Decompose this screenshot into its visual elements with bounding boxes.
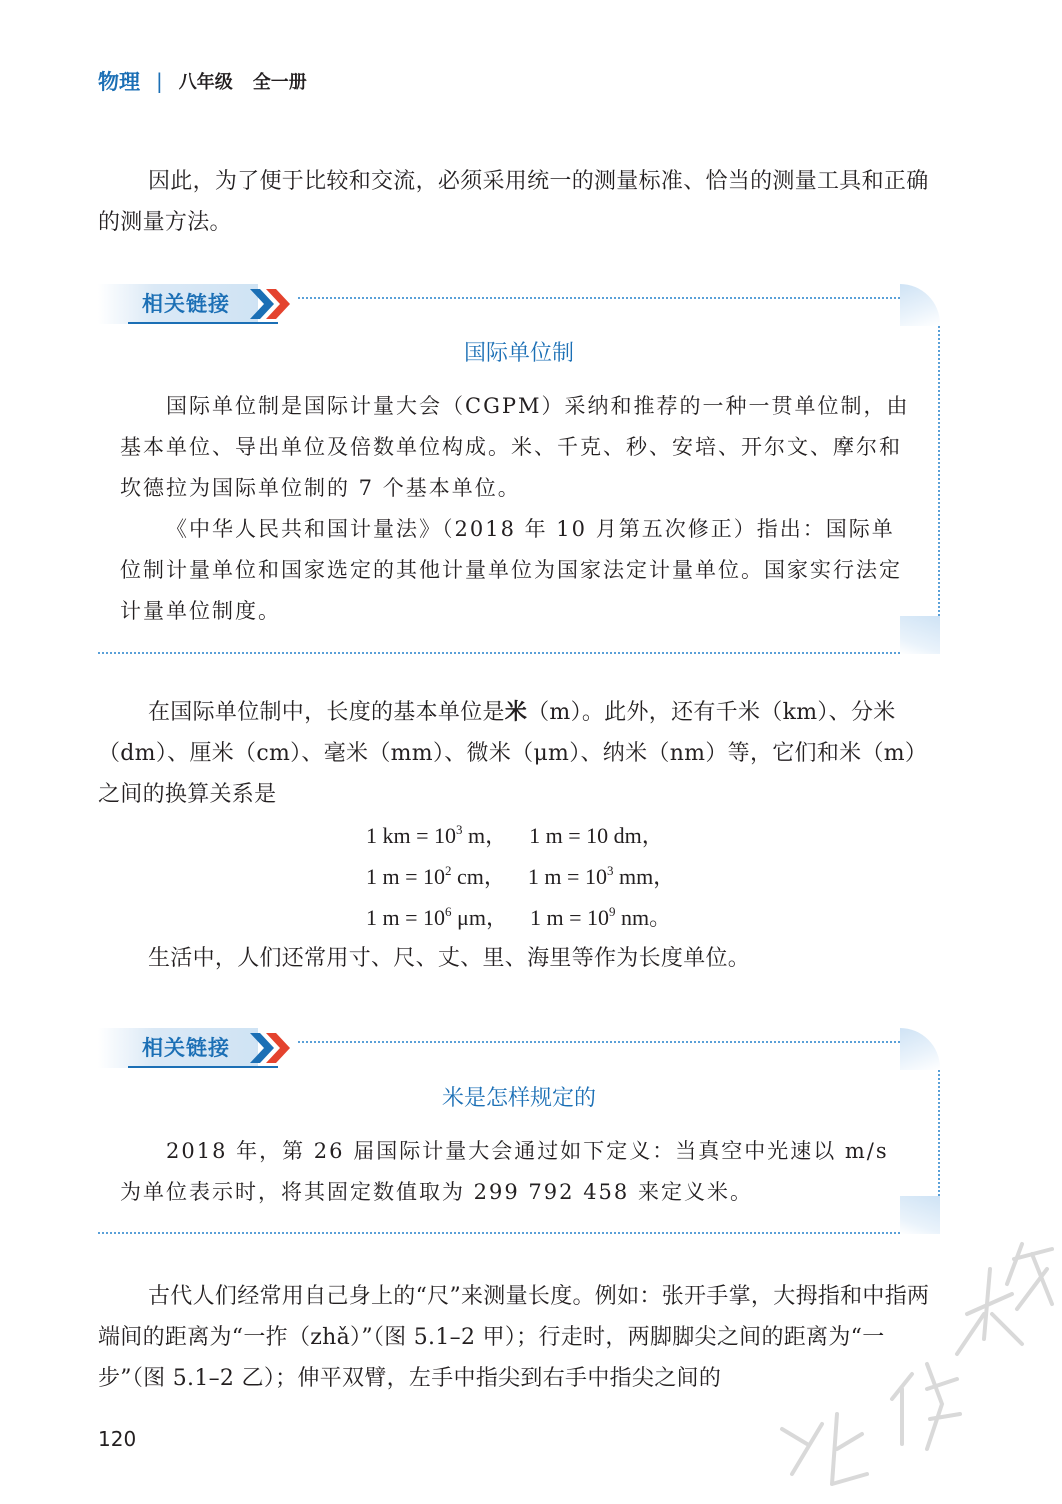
formula-text: 1 m = 10	[366, 905, 446, 930]
double-chevron-icon	[250, 287, 296, 321]
paragraph-intro	[98, 161, 940, 243]
formula-text: 1 m = 10	[366, 864, 446, 889]
box-title: 国际单位制	[463, 341, 574, 366]
paragraph-text: 古代人们经常用自己身上的“尺”来测量长度。例如：张开手掌，大拇指和中指两端间的距离为“一拃（zhǎ）”（图 5.1–2 甲）；行走时，两脚脚尖之间的距离为“一步”（图 5.1–2 乙）；伸平双臂，左手中指尖到右手中指尖之间的	[98, 1284, 930, 1391]
formula-exponent: 2	[445, 863, 452, 878]
related-link-tag	[98, 284, 288, 324]
formula-text: 1 m = 10	[527, 864, 607, 889]
publisher-watermark	[752, 1174, 1062, 1504]
box-paragraph-text: 国际单位制是国际计量大会（CGPM）采纳和推荐的一种一贯单位制，由基本单位、导出单位及倍数单位构成。米、千克、秒、安培、开尔文、摩尔和坎德拉为国际单位制的 7 个基本单位。	[120, 394, 910, 500]
box-title: 米是怎样规定的	[441, 1086, 596, 1111]
header-grade: 八年级	[178, 72, 233, 93]
formula-exponent: 3	[606, 863, 614, 878]
running-header	[98, 64, 307, 98]
formula-line	[366, 815, 664, 856]
page-number: 120	[98, 1427, 137, 1451]
box-paragraph	[120, 386, 914, 509]
paragraph-text: 在国际单位制中，长度的基本单位是	[148, 700, 505, 725]
tag-label: 相关链接	[142, 292, 230, 316]
header-separator: |	[156, 69, 163, 93]
formula-exponent: 9	[608, 904, 616, 919]
formula-text: 1 m = 10	[529, 905, 609, 930]
box-bottom-border	[98, 652, 900, 654]
formula-line	[366, 897, 671, 938]
header-volume: 全一册	[252, 72, 307, 93]
paragraph-intro-text: 因此，为了便于比较和交流，必须采用统一的测量标准、恰当的测量工具和正确的测量方法。	[98, 169, 929, 235]
box-corner-decoration	[900, 284, 940, 326]
formula-text: m，	[462, 823, 508, 848]
formula-line	[366, 856, 675, 897]
paragraph-text: 生活中，人们还常用寸、尺、丈、里、海里等作为长度单位。	[148, 946, 751, 971]
header-subject: 物理	[98, 70, 140, 94]
related-link-box-si	[98, 284, 940, 654]
box-paragraph-text: 《中华人民共和国计量法》（2018 年 10 月第五次修正）指出：国际单位制计量单位和国家选定的其他计量单位为国家法定计量单位。国家实行法定计量单位制度。	[120, 517, 902, 623]
box-paragraph-text: 2018 年，第 26 届国际计量大会通过如下定义：当真空中光速以 m/s 为单位表示时，将其固定数值取为 299 792 458 来定义米。	[120, 1139, 889, 1204]
related-link-tag	[98, 1028, 288, 1068]
formula-text: cm，	[451, 864, 506, 889]
tag-label: 相关链接	[142, 1036, 230, 1060]
box-right-border	[938, 326, 940, 616]
box-top-border	[298, 1041, 900, 1043]
paragraph-length-units	[98, 692, 940, 815]
formula-exponent: 3	[456, 822, 463, 837]
paragraph-text: （m）。此外，还有千米（km）、分米（dm）、厘米（cm）、毫米（mm）、微米（μm）、纳米（nm）等，它们和米（m）之间的换算关系是	[98, 700, 928, 807]
double-chevron-icon	[250, 1031, 296, 1065]
box-top-border	[298, 297, 900, 299]
formula-text: μm，	[451, 905, 508, 930]
box-body	[120, 386, 914, 632]
box-paragraph	[120, 509, 914, 632]
formula-text: 1 m = 10 dm，	[529, 823, 664, 848]
formula-text: mm，	[613, 864, 676, 889]
tag-underline	[128, 322, 278, 324]
paragraph-traditional-units	[98, 938, 940, 979]
tag-underline	[128, 1066, 278, 1068]
bold-term: 米	[504, 699, 528, 725]
formula-text: nm。	[615, 905, 672, 930]
formula-text: 1 km = 10	[366, 823, 457, 848]
formula-exponent: 6	[445, 904, 452, 919]
box-corner-decoration	[900, 1028, 940, 1070]
